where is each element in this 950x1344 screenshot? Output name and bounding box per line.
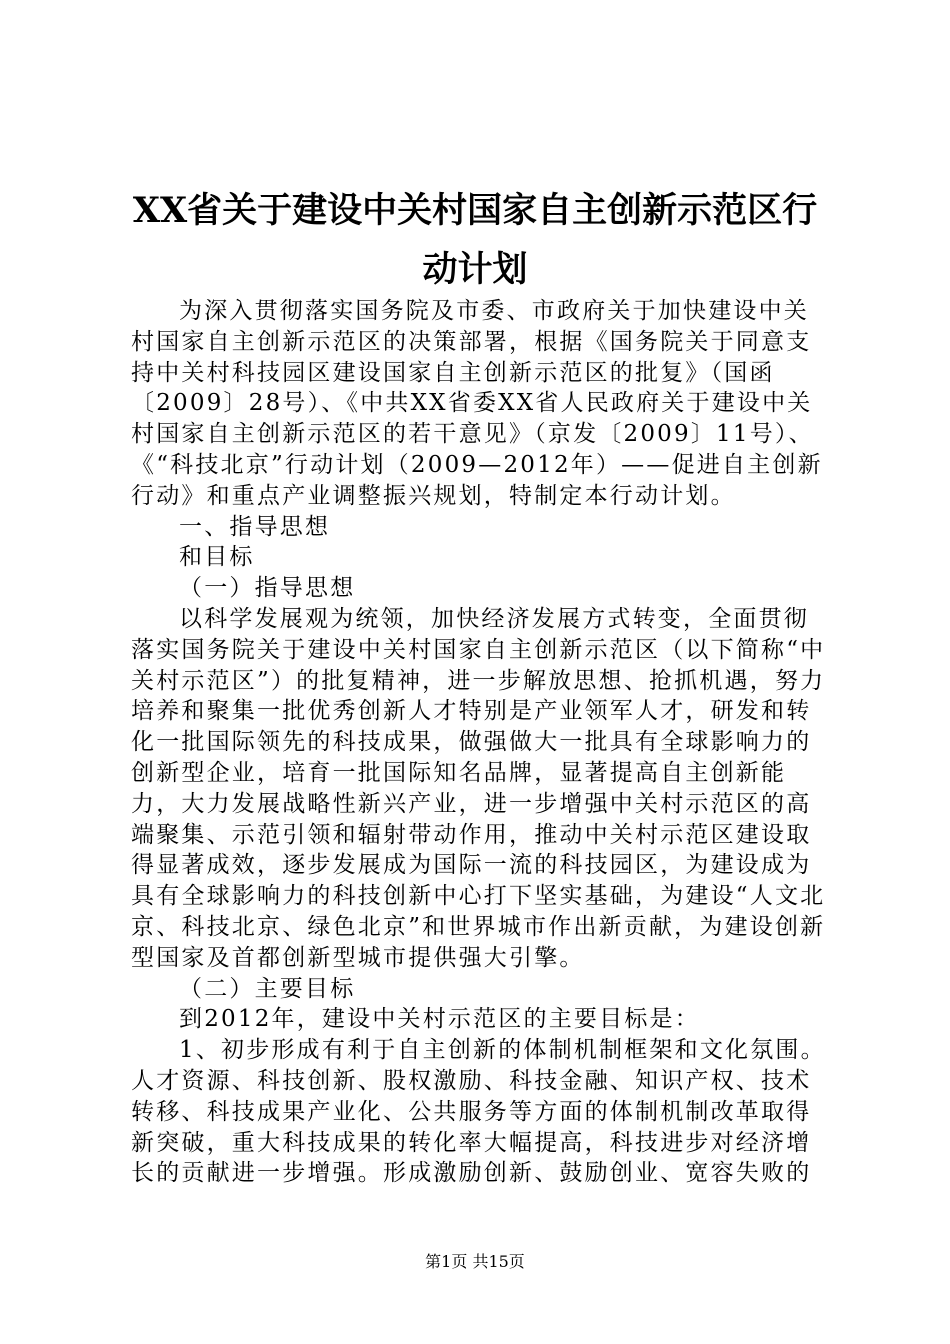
subsection-heading-main-goals: （二）主要目标	[179, 975, 356, 1002]
document-title-line-1: XX省关于建设中关村国家自主创新示范区行	[132, 190, 818, 231]
main-goals-intro: 到2012年，建设中关村示范区的主要目标是：	[179, 1006, 700, 1033]
guiding-ideology-paragraph: 以科学发展观为统领，加快经济发展方式转变，全面贯彻落实国务院关于建设中关村国家自主创新示范区（以下简称“中关村示范区”）的批复精神，进一步解放思想、抢抓机遇，努力培养和聚集一批优秀创新人才特别是产业领军人才，研发和转化一批国际领先的科技成果，做强做大一批具有全球影响力的创新型企业，培育一批国际知名品牌，显著提高自主创新能力，大力发展战略性新兴产业，进一步增强中关村示范区的高端聚集、示范引领和辐射带动作用，推动中关村示范区建设取得显著成效，逐步发展成为国际一流的科技园区，为建设成为具有全球影响力的科技创新中心打下坚实基础，为建设“人文北京、科技北京、绿色北京”和世界城市作出新贡献，为建设创新型国家及首都创新型城市提供强大引擎。	[131, 605, 826, 971]
document-body	[131, 296, 831, 1189]
section-heading-1-continued: 和目标	[179, 544, 255, 571]
subsection-heading-guiding-ideology: （一）指导思想	[179, 575, 356, 602]
page-footer: 第1页 共15页	[425, 1252, 525, 1271]
goal-item-1: 1、初步形成有利于自主创新的体制机制框架和文化氛围。人才资源、科技创新、股权激励、科技金融、知识产权、技术转移、科技成果产业化、公共服务等方面的体制机制改革取得新突破，重大科技成果的转化率大幅提高，科技进步对经济增长的贡献进一步增强。形成激励创新、鼓励创业、宽容失败的	[131, 1037, 826, 1187]
document-title-line-2: 动计划	[422, 249, 528, 290]
intro-paragraph: 为深入贯彻落实国务院及市委、市政府关于加快建设中关村国家自主创新示范区的决策部署，根据《国务院关于同意支持中关村科技园区建设国家自主创新示范区的批复》（国函〔2009〕28号）、《中共XX省委XX省人民政府关于建设中关村国家自主创新示范区的若干意见》（京发〔2009〕11号）、《“科技北京”行动计划（2009—2012年）——促进自主创新行动》和重点产业调整振兴规划，特制定本行动计划。	[131, 298, 823, 509]
section-heading-1: 一、指导思想	[179, 513, 331, 540]
